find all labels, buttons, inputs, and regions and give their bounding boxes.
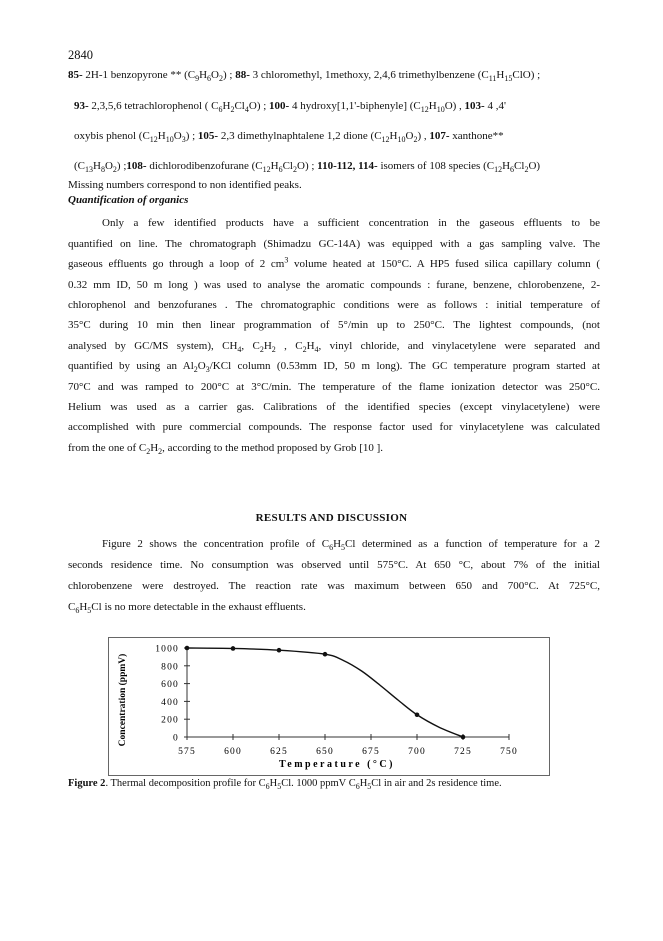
text-segment: (C bbox=[74, 160, 85, 172]
text-segment: 6 bbox=[355, 782, 360, 792]
text-segment: 103- bbox=[464, 100, 485, 112]
x-tick-label: 600 bbox=[224, 747, 242, 757]
text-segment: H bbox=[199, 69, 208, 81]
text-segment: 10 bbox=[436, 105, 445, 115]
text-segment: Figure 2 shows the concentration profile of C bbox=[102, 538, 330, 550]
text-segment: oxybis phenol (C bbox=[74, 130, 150, 142]
text-segment: 6 bbox=[510, 165, 515, 175]
text-segment: Cl bbox=[234, 100, 245, 112]
text-segment: 4 hydroxy[1,1'-biphenyle] (C bbox=[289, 100, 421, 112]
text-segment: 2 bbox=[413, 135, 418, 145]
x-tick-label: 750 bbox=[500, 747, 518, 757]
text-segment: 6 bbox=[218, 105, 223, 115]
text-segment: O) ; bbox=[297, 160, 318, 172]
text-segment: Cl determined as a function of temperature for a 2 bbox=[345, 538, 600, 550]
text-segment: Cl is no more detectable in the exhaust effluents. bbox=[91, 601, 306, 613]
text-segment: , C bbox=[241, 340, 260, 352]
x-tick-label: 625 bbox=[270, 747, 288, 757]
text-segment: ) , bbox=[417, 130, 430, 142]
text-segment: 3 bbox=[284, 255, 289, 265]
text-segment: from the one of C bbox=[68, 442, 147, 454]
text-segment: H bbox=[496, 69, 505, 81]
y-tick-label: 600 bbox=[161, 680, 179, 691]
compound-list-line-3 bbox=[74, 127, 606, 146]
text-segment: O bbox=[173, 130, 182, 142]
y-axis-label: Concentration (ppmV) bbox=[118, 653, 128, 747]
text-segment: 5 bbox=[277, 782, 282, 792]
text-segment: H bbox=[79, 601, 88, 613]
text-segment: 3 bbox=[181, 135, 186, 145]
methods-line-6: 35°C during 10 min then linear programmation of 5°/min up to 250°C. The lightest compounds, (not bbox=[68, 319, 600, 331]
results-line-2: seconds residence time. No consumption was observed until 575°C. At 650 °C, about 7% of the initial bbox=[68, 559, 600, 571]
text-segment: 2 bbox=[302, 345, 307, 355]
data-point bbox=[323, 652, 328, 657]
data-point bbox=[461, 735, 466, 740]
data-point bbox=[415, 712, 420, 717]
text-segment: 2 bbox=[219, 74, 223, 84]
text-segment: 4 bbox=[314, 345, 319, 355]
methods-line-7 bbox=[68, 337, 600, 356]
text-segment: 5 bbox=[367, 782, 372, 792]
subheading-quantification: Quantification of organics bbox=[68, 194, 189, 206]
text-segment: 2 bbox=[193, 365, 198, 375]
text-segment: 2 bbox=[112, 165, 117, 175]
text-segment: 2 bbox=[259, 345, 264, 355]
y-tick-label: 400 bbox=[161, 697, 179, 708]
text-segment: 2 bbox=[293, 165, 297, 175]
figure-2-box bbox=[108, 637, 550, 776]
text-segment: H bbox=[157, 130, 166, 142]
text-segment: 100- bbox=[269, 100, 290, 112]
text-segment: 88- bbox=[235, 69, 250, 81]
text-segment: O bbox=[197, 360, 206, 372]
y-tick-label: 200 bbox=[161, 715, 179, 726]
text-segment: O) bbox=[528, 160, 541, 172]
chart bbox=[109, 638, 549, 775]
text-segment: 15 bbox=[504, 74, 513, 84]
data-point bbox=[231, 646, 236, 651]
text-segment: H bbox=[269, 778, 278, 789]
methods-line-1: Only a few identified products have a sufficient concentration in the gaseous effluents to be bbox=[102, 217, 600, 229]
text-segment: 85- bbox=[68, 69, 83, 81]
x-axis-label: Temperature (°C) bbox=[279, 759, 395, 770]
methods-line-12 bbox=[68, 439, 600, 458]
x-tick-label: 675 bbox=[362, 747, 380, 757]
methods-line-8 bbox=[68, 357, 600, 376]
text-segment: xanthone** bbox=[449, 130, 504, 142]
methods-line-10: Helium was used as a carrier gas. Calibrations of the identified species (except vinylacetylene) were bbox=[68, 401, 600, 413]
text-segment: H bbox=[306, 340, 315, 352]
text-segment: 12 bbox=[420, 105, 429, 115]
compound-list-line-2 bbox=[74, 97, 606, 116]
text-segment: ClO) ; bbox=[512, 69, 541, 81]
text-segment: 6 bbox=[329, 543, 334, 553]
text-segment: gaseous effluents go through a loop of 2 cm bbox=[68, 258, 285, 270]
caption-label: Figure 2 bbox=[68, 778, 106, 789]
text-segment: 2,3,5,6 tetrachlorophenol ( C bbox=[88, 100, 219, 112]
text-segment: C bbox=[68, 601, 76, 613]
text-segment: 2 bbox=[271, 345, 276, 355]
text-segment: isomers of 108 species (C bbox=[377, 160, 495, 172]
text-segment: /KCl column (0.53mm ID, 50 m long). The GC temperature program started at bbox=[209, 360, 600, 372]
text-segment: O) ; bbox=[248, 100, 270, 112]
compound-list-note: Missing numbers correspond to non identified peaks. bbox=[68, 179, 302, 191]
x-tick-label: 575 bbox=[178, 747, 196, 757]
series-line bbox=[187, 648, 463, 737]
text-segment: O) , bbox=[444, 100, 465, 112]
methods-line-5: chlorophenol and benzofuranes . The chromatographic conditions were as follows : initial temperature of bbox=[68, 299, 600, 311]
text-segment: 2 bbox=[158, 447, 163, 457]
text-segment: 3 chloromethyl, 1methoxy, 2,4,6 trimethylbenzene (C bbox=[249, 69, 489, 81]
y-tick-label: 800 bbox=[161, 662, 179, 673]
methods-line-2: quantified on line. The chromatograph (Shimadzu GC-14A) was equipped with a gas sampling valve. The bbox=[68, 238, 600, 250]
text-segment: , according to the method proposed by Grob [10 ]. bbox=[162, 442, 384, 454]
text-segment: 6 bbox=[278, 165, 283, 175]
text-segment: 13 bbox=[85, 165, 93, 175]
caption-text bbox=[105, 778, 502, 792]
text-segment: 2 bbox=[230, 105, 235, 115]
text-segment: volume heated at 150°C. A HP5 fused silica capillary column ( bbox=[288, 258, 600, 270]
text-segment: 105- bbox=[197, 130, 219, 142]
text-segment: 9 bbox=[195, 74, 200, 84]
results-line-1 bbox=[102, 535, 600, 554]
text-segment: Cl bbox=[514, 160, 525, 172]
text-segment: Cl. 1000 ppmV C bbox=[281, 778, 356, 789]
text-segment: 2 bbox=[524, 165, 529, 175]
text-segment: H bbox=[93, 160, 101, 172]
text-segment: H bbox=[150, 442, 159, 454]
section-title-results: RESULTS AND DISCUSSION bbox=[255, 512, 408, 524]
text-segment: , C bbox=[275, 340, 303, 352]
x-tick-label: 725 bbox=[454, 747, 472, 757]
text-segment: dichlorodibenzofurane (C bbox=[146, 160, 263, 172]
text-segment: 4 ,4' bbox=[484, 100, 506, 112]
compound-list-line-4 bbox=[74, 157, 606, 176]
text-segment: 6 bbox=[75, 606, 80, 616]
text-segment: H bbox=[502, 160, 511, 172]
text-segment: 10 bbox=[397, 135, 406, 145]
text-segment: 12 bbox=[381, 135, 390, 145]
text-segment: , vinyl chloride, and vinylacetylene were separated and bbox=[318, 340, 600, 352]
text-segment: 12 bbox=[149, 135, 158, 145]
text-segment: O bbox=[405, 130, 414, 142]
text-segment: H bbox=[389, 130, 398, 142]
figure-caption bbox=[68, 778, 502, 792]
methods-line-9: 70°C and was ramped to 200°C at 3°C/min. The temperature of the flame ionization detector was 250°C. bbox=[68, 381, 600, 393]
x-tick-label: 650 bbox=[316, 747, 334, 757]
text-segment: 4 bbox=[244, 105, 249, 115]
methods-line-4: 0.32 mm ID, 50 m long ) was used to analyse the aromatic compounds : furane, benzene, chlorobenzene, 2- bbox=[68, 279, 600, 291]
text-segment: 6 bbox=[207, 74, 212, 84]
text-segment: ) ; bbox=[116, 160, 127, 172]
text-segment: 110-112, 114- bbox=[317, 160, 378, 172]
compound-list-line-1 bbox=[68, 66, 600, 85]
text-segment: 2H-1 benzopyrone ** (C bbox=[82, 69, 196, 81]
text-segment: 5 bbox=[87, 606, 92, 616]
text-segment: 12 bbox=[262, 165, 271, 175]
text-segment: 2,3 dimethylnaphtalene 1,2 dione (C bbox=[218, 130, 382, 142]
x-tick-label: 700 bbox=[408, 747, 426, 757]
text-segment: 6 bbox=[265, 782, 270, 792]
text-segment: H bbox=[333, 538, 342, 550]
text-segment: O bbox=[211, 69, 219, 81]
text-segment: H bbox=[222, 100, 231, 112]
text-segment: H bbox=[263, 340, 272, 352]
text-segment: 12 bbox=[494, 165, 503, 175]
y-tick-label: 0 bbox=[173, 733, 179, 744]
text-segment: quantified by using an Al bbox=[68, 360, 194, 372]
text-segment: 2 bbox=[146, 447, 151, 457]
text-segment: 93- bbox=[74, 100, 89, 112]
text-segment: 107- bbox=[429, 130, 450, 142]
text-segment: . Thermal decomposition profile for C bbox=[105, 778, 266, 789]
text-segment: 10 bbox=[165, 135, 174, 145]
results-line-4 bbox=[68, 598, 600, 617]
methods-line-3 bbox=[68, 255, 600, 274]
text-segment: H bbox=[359, 778, 368, 789]
data-point bbox=[185, 646, 190, 651]
text-segment: 8 bbox=[100, 165, 105, 175]
text-segment: Cl in air and 2s residence time. bbox=[371, 778, 502, 789]
text-segment: O bbox=[104, 160, 113, 172]
page-number: 2840 bbox=[68, 48, 93, 62]
results-line-3: chlorobenzene were destroyed. The reaction rate was maximum between 650 and 700°C. At 725°C, bbox=[68, 580, 600, 592]
text-segment: 4 bbox=[237, 345, 242, 355]
text-segment: analysed by GC/MS system), CH bbox=[68, 340, 238, 352]
text-segment: ) ; bbox=[223, 69, 236, 81]
text-segment: 11 bbox=[488, 74, 497, 84]
text-segment: H bbox=[428, 100, 437, 112]
y-tick-label: 1000 bbox=[155, 644, 179, 655]
text-segment: 3 bbox=[205, 365, 210, 375]
data-point bbox=[277, 648, 282, 653]
methods-line-11: accomplished with pure commercial compounds. The response factor used for vinylacetylene was calculated bbox=[68, 421, 600, 433]
text-segment: Cl bbox=[282, 160, 293, 172]
text-segment: 108- bbox=[126, 160, 147, 172]
text-segment: ) ; bbox=[185, 130, 198, 142]
text-segment: H bbox=[270, 160, 279, 172]
text-segment: 5 bbox=[341, 543, 346, 553]
